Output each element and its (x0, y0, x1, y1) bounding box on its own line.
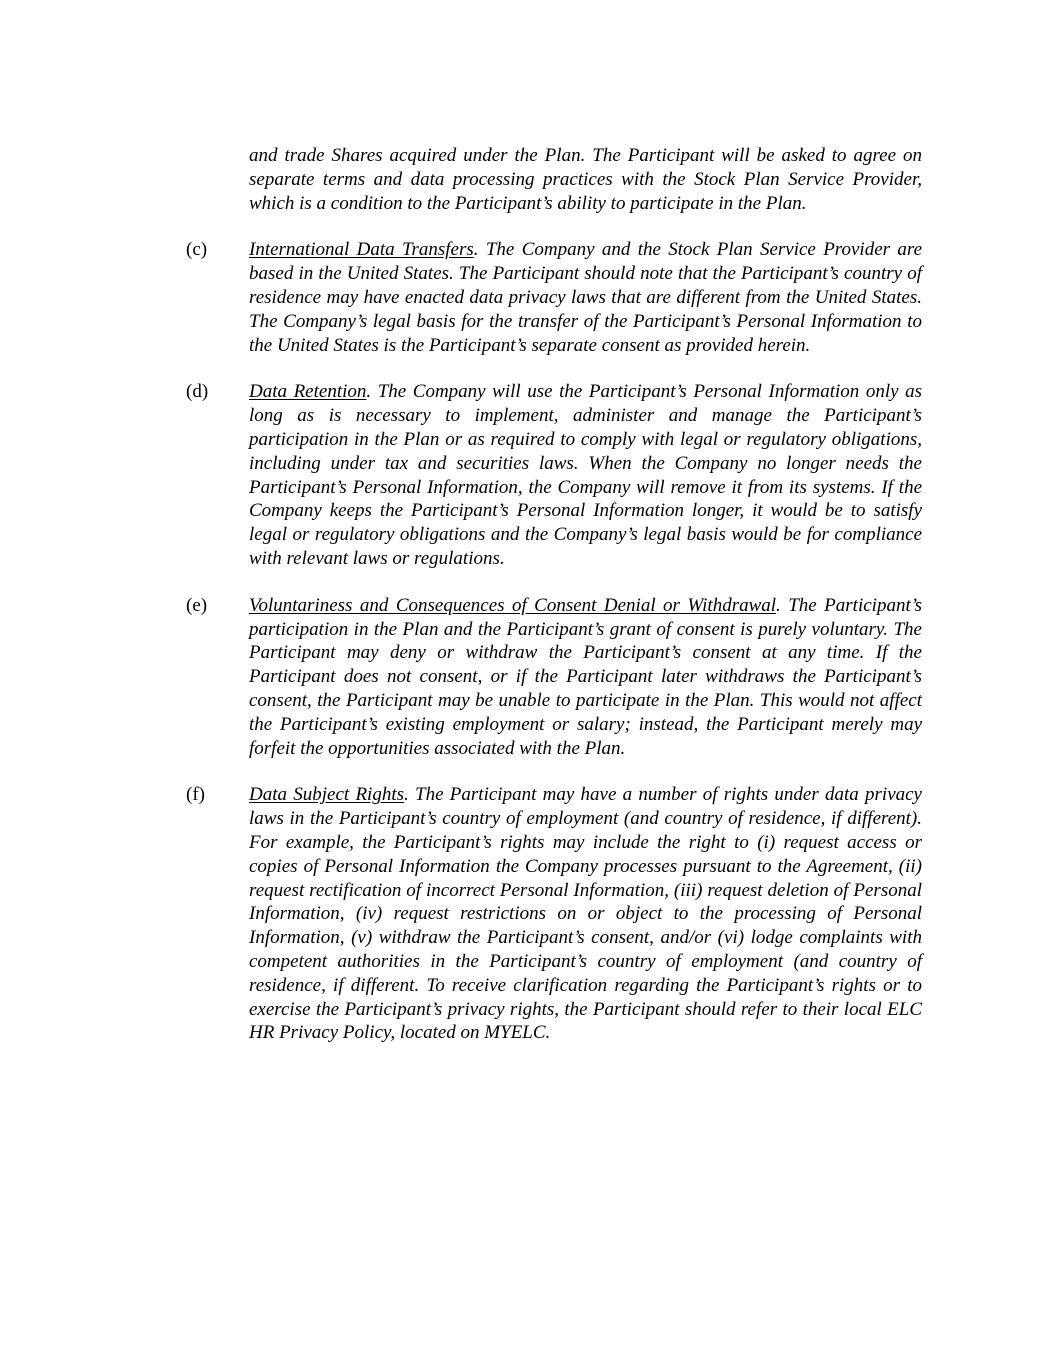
section-text: . The Company and the Stock Plan Service Provider are based in the United States. The Participant should note that the Participant’s country of residence may have enacted data privacy laws that are different from the United States. The Company’s legal basis for the transfer of the Participant’s Personal Information to the United States is the Participant’s separate consent as provided herein. (249, 239, 923, 356)
section-body (249, 380, 922, 570)
section-marker: (f) (186, 784, 205, 806)
section-heading: Data Retention (249, 381, 367, 403)
section-heading: International Data Transfers (249, 239, 474, 261)
section-text: . The Participant’s participation in the Plan and the Participant’s grant of consent is purely voluntary. The Participant may deny or withdraw the Participant’s consent at any time. If the Participant does not consent, or if the Participant later withdraws the Participant’s consent, the Participant may be unable to participate in the Plan. This would not affect the Participant’s existing employment or salary; instead, the Participant merely may forfeit the opportunities associated with the Plan. (249, 594, 922, 759)
section-marker: (c) (186, 239, 208, 261)
section-heading: Voluntariness and Consequences of Consent Denial or Withdrawal (249, 594, 777, 616)
section-body (249, 238, 922, 357)
section-heading: Data Subject Rights (249, 784, 405, 806)
section-body (249, 594, 922, 761)
section-body (249, 783, 922, 1045)
section-e (186, 594, 922, 761)
section-f (186, 783, 922, 1045)
section-text: . The Participant may have a number of rights under data privacy laws in the Participant’s country of employment (and country of residence, if different). For example, the Participant’s rights may include the right to (i) request access or copies of Personal Information the Company processes pursuant to the Agreement, (ii) request rectification of incorrect Personal Information, (iii) request deletion of Personal Information, (iv) request restrictions on or object to the processing of Personal Information, (v) withdraw the Participant’s consent, and/or (vi) lodge complaints with competent authorities in the Participant’s country of employment (and country of residence, if different. To receive clarification regarding the Participant’s rights or to exercise the Participant’s privacy rights, the Participant should refer to their local ELC HR Privacy Policy, located on MYELC. (249, 784, 922, 1044)
section-text: . The Company will use the Participant’s Personal Information only as long as is necessary to implement, administer and manage the Participant’s participation in the Plan or as required to comply with legal or regulatory obligations, including under tax and securities laws. When the Company no longer needs the Participant’s Personal Information, the Company will remove it from its systems. If the Company keeps the Participant’s Personal Information longer, it would be to satisfy legal or regulatory obligations and the Company’s legal basis would be for compliance with relevant laws or regulations. (249, 381, 923, 569)
section-marker: (e) (186, 594, 208, 616)
intro-paragraph: and trade Shares acquired under the Plan. The Participant will be asked to agree on separate terms and data processing practices with the Stock Plan Service Provider, which is a condition to the Participant’s ability to participate in the Plan. (249, 145, 922, 214)
section-marker: (d) (186, 381, 209, 403)
section-c (186, 238, 922, 357)
section-d (186, 380, 922, 570)
document-content (186, 125, 922, 1068)
